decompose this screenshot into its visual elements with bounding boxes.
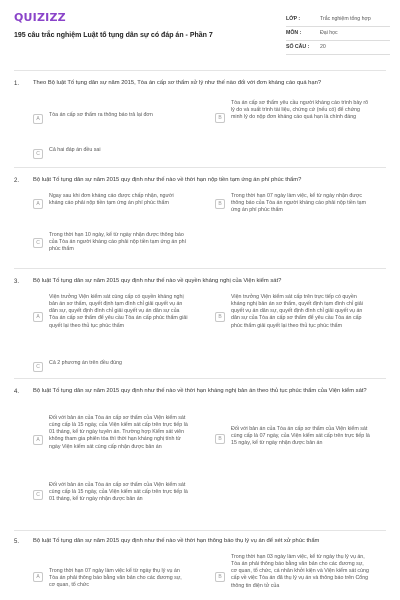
option-text: Viện trưởng Viện kiểm sát cùng cấp có quyền kháng nghị bản án sơ thẩm, quyết định tạm đình chỉ giải quyết vụ án dân sự, quyết định đình chỉ giải quyết vụ án dân sự của Tòa án cấp sơ thẩm để yêu cầu Tòa án cấp phúc thẩm giải quyết lại theo thủ tục phúc thẩm	[49, 294, 188, 329]
question-text: Bộ luật Tố tụng dân sự năm 2015 quy định như thế nào về thời hạn kháng nghị bản án theo thủ tục phúc thẩm của Viện kiểm sát?	[33, 388, 367, 394]
option-b[interactable]	[215, 426, 371, 447]
option-text: Cả hai đáp án đều sai	[49, 147, 101, 153]
question-text: Bộ luật Tố tụng dân sự năm 2015 quy định như thế nào về thời hạn nộp tiền tạm ứng án phí phúc thẩm?	[33, 177, 302, 183]
option-a[interactable]	[33, 568, 189, 589]
option-c[interactable]	[33, 147, 189, 159]
option-text: Viện trưởng Viện kiểm sát cấp trên trực tiếp có quyền kháng nghị bản án sơ thẩm, quyết định tạm đình chỉ giải quyết vụ án dân sự, quyết định đình chỉ giải quyết vụ án dân sự của Tòa án cấp sơ thẩm để yêu cầu Tòa án cấp phúc thẩm giải quyết lại theo thủ tục phúc thẩm	[231, 294, 363, 329]
question-number: 2.	[14, 178, 20, 184]
option-a[interactable]	[33, 112, 189, 124]
option-text: Đối với bản án của Tòa án cấp sơ thẩm của Viện kiểm sát cùng cấp là 15 ngày, của Viện kiểm sát cấp trên trực tiếp là 01 tháng, kể từ ngày tuyên án. Trường hợp Kiểm sát viên không tham gia phiên tòa thì thời hạn kháng nghị tính từ ngày Viện kiểm sát cùng cấp nhận được bản án	[49, 415, 188, 450]
meta-row-subject	[286, 27, 390, 41]
option-b[interactable]	[215, 193, 371, 214]
option-letter: B	[215, 434, 225, 444]
option-a[interactable]	[33, 193, 189, 209]
option-c[interactable]	[33, 360, 189, 372]
option-letter: A	[33, 572, 43, 582]
option-c[interactable]	[33, 482, 189, 503]
meta-row-count	[286, 41, 390, 55]
divider	[14, 530, 386, 531]
question-number: 4.	[14, 389, 20, 395]
question-text: Bộ luật Tố tụng dân sự năm 2015 quy định như thế nào về thời hạn thông báo thụ lý vụ án để xét xử phúc thẩm	[33, 538, 320, 544]
option-letter: A	[33, 435, 43, 445]
question-number: 5.	[14, 539, 20, 545]
option-text: Tòa án cấp sơ thẩm yêu cầu người kháng cáo trình bày rõ lý do và xuất trình tài liệu, chứng cứ (nếu có) để chứng minh lý do nộp đơn kháng cáo quá hạn là chính đáng	[231, 100, 369, 121]
divider	[14, 70, 386, 71]
option-text: Trong thời hạn 07 ngày làm việc, kể từ ngày nhận được thông báo của Tòa án người kháng cáo phải nộp tiền tạm ứng án phí phúc thẩm	[231, 193, 367, 214]
meta-key: MÔN :	[286, 29, 302, 36]
option-letter: A	[33, 312, 43, 322]
meta-table	[286, 13, 390, 55]
option-c[interactable]	[33, 232, 189, 253]
option-text: Đối với bản án của Tòa án cấp sơ thẩm của Viện kiểm sát cùng cấp là 07 ngày, của Viện kiểm sát cấp trên trực tiếp là 15 ngày, kể từ ngày nhận được bản án	[231, 426, 370, 447]
option-letter: B	[215, 572, 225, 582]
header	[0, 0, 400, 60]
question-number: 3.	[14, 279, 20, 285]
option-letter: A	[33, 199, 43, 209]
option-text: Cả 2 phương án trên đều đúng	[49, 360, 122, 366]
option-a[interactable]	[33, 415, 189, 451]
option-text: Ngay sau khi đơn kháng cáo được chấp nhận, người kháng cáo phải nộp tiền tạm ứng án phí phúc thẩm	[49, 193, 174, 207]
divider	[14, 167, 386, 168]
option-b[interactable]	[215, 100, 371, 123]
option-letter: C	[33, 238, 43, 248]
question-number: 1.	[14, 81, 20, 87]
option-text: Trong thời hạn 07 ngày làm việc kể từ ngày thụ lý vụ án Tòa án phải thông báo bằng văn bản cho các đương sự, cơ quan, tổ chức	[49, 568, 182, 589]
option-letter: B	[215, 312, 225, 322]
option-text: Trong thời hạn 03 ngày làm việc, kể từ ngày thụ lý vụ án, Tòa án phải thông báo bằng văn bản cho các đương sự, cơ quan, tổ chức, cá nhân khởi kiện và Viện kiểm sát cùng cấp về việc Tòa án đã thụ lý vụ án và thông báo trên Cổng thông tin điện tử của	[231, 554, 369, 589]
meta-row-class	[286, 13, 390, 27]
page-title: 195 câu trắc nghiệm Luật tố tụng dân sự có đáp án - Phần 7	[14, 32, 213, 39]
divider	[14, 268, 386, 269]
option-letter: C	[33, 149, 43, 159]
option-letter: A	[33, 114, 43, 124]
meta-value: 20	[320, 43, 326, 50]
meta-value: Đại học	[320, 29, 338, 36]
option-letter: B	[215, 113, 225, 123]
question-text: Theo Bộ luật Tố tụng dân sự năm 2015, Tòa án cấp sơ thẩm xử lý như thế nào đối với đơn kháng cáo quá hạn?	[33, 80, 322, 86]
option-text: Tòa án cấp sơ thẩm ra thông báo trả lại đơn	[49, 112, 153, 118]
option-a[interactable]	[33, 294, 189, 330]
option-letter: C	[33, 362, 43, 372]
divider	[14, 378, 386, 379]
meta-value: Trắc nghiệm tổng hợp	[320, 15, 371, 22]
option-letter: B	[215, 199, 225, 209]
option-text: Đối với bản án của Tòa án cấp sơ thẩm của Viện kiểm sát cùng cấp là 15 ngày, của Viện kiểm sát cấp trên trực tiếp là 01 tháng, kể từ ngày nhận được bản án	[49, 482, 188, 503]
question-text: Bộ luật Tố tụng dân sự năm 2015 quy định như thế nào về quyền kháng nghị của Viện kiểm sát?	[33, 278, 282, 284]
option-text: Trong thời hạn 10 ngày, kể từ ngày nhận được thông báo của Tòa án người kháng cáo phải nộp tiền tạm ứng án phí phúc thẩm	[49, 232, 187, 253]
option-letter: C	[33, 490, 43, 500]
meta-key: SỐ CÂU :	[286, 43, 310, 50]
option-b[interactable]	[215, 294, 371, 330]
meta-key: LỚP :	[286, 15, 301, 22]
option-b[interactable]	[215, 554, 371, 590]
quizizz-logo: QUIZIZZ	[14, 11, 66, 24]
